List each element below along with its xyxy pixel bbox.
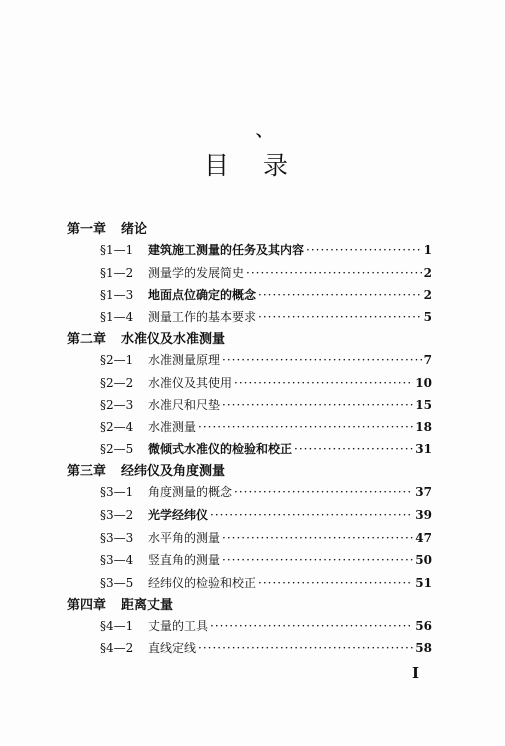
page-number: 7 (423, 353, 432, 367)
dot-leader (258, 576, 413, 590)
dot-leader (294, 442, 413, 456)
section-number: §3—4 (100, 553, 134, 567)
section-number: §2—1 (100, 353, 134, 367)
toc-entry (100, 551, 432, 568)
page-number: 51 (415, 576, 432, 590)
section-title: 地面点位确定的概念 (148, 288, 257, 302)
dot-leader (210, 508, 413, 522)
chapter-number: 第四章 (67, 598, 107, 613)
page-number: 47 (415, 531, 432, 545)
dot-leader (210, 619, 413, 633)
toc-entry (100, 529, 432, 546)
section-title: 水平角的测量 (148, 531, 221, 545)
chapter-number: 第二章 (67, 332, 107, 347)
header-mark: 、 (256, 121, 273, 140)
section-title: 光学经纬仪 (148, 508, 209, 522)
toc-entry (100, 506, 432, 523)
section-number: §3—5 (100, 576, 134, 590)
page-number: 5 (423, 310, 432, 324)
toc-entry (100, 351, 432, 368)
section-number: §2—3 (100, 398, 134, 412)
chapter-number: 第三章 (67, 464, 107, 479)
chapter-heading (67, 328, 225, 347)
dot-leader (234, 376, 413, 390)
section-title: 角度测量的概念 (148, 485, 233, 499)
section-title: 水准测量 (148, 420, 197, 434)
section-title: 测量工作的基本要求 (148, 310, 257, 324)
chapter-title: 绪论 (121, 222, 148, 237)
section-number: §3—3 (100, 531, 134, 545)
section-number: §4—1 (100, 619, 134, 633)
section-title: 丈量的工具 (148, 619, 209, 633)
chapter-title: 经纬仪及角度测量 (121, 464, 226, 479)
chapter-heading (67, 594, 173, 613)
page-folio: I (412, 664, 420, 682)
section-title: 水准测量原理 (148, 353, 221, 367)
chapter-heading (67, 460, 225, 479)
section-title: 直线定线 (148, 641, 197, 655)
toc-entry (100, 440, 432, 457)
dot-leader (306, 243, 422, 257)
page-number: 10 (415, 376, 432, 390)
page-title: 目录 (204, 151, 323, 180)
page-number: 56 (415, 619, 432, 633)
section-title: 水准尺和尺垫 (148, 398, 221, 412)
dot-leader (222, 398, 413, 412)
page-number: 50 (415, 553, 432, 567)
dot-leader (258, 288, 422, 302)
section-title: 建筑施工测量的任务及其内容 (148, 243, 305, 257)
toc-entry (100, 374, 432, 391)
dot-leader (258, 310, 422, 324)
toc-entry (100, 396, 432, 413)
chapter-title: 距离丈量 (121, 598, 174, 613)
section-number: §2—5 (100, 442, 134, 456)
dot-leader (222, 553, 413, 567)
toc-entry (100, 574, 432, 591)
page-number: 39 (415, 508, 432, 522)
section-number: §2—2 (100, 376, 134, 390)
section-title: 竖直角的测量 (148, 553, 221, 567)
dot-leader (246, 266, 422, 280)
chapter-heading (67, 218, 147, 237)
section-title: 水准仪及其使用 (148, 376, 233, 390)
section-number: §1—3 (100, 288, 134, 302)
toc-entry (100, 286, 432, 303)
section-title: 微倾式水准仪的检验和校正 (148, 442, 293, 456)
section-number: §3—1 (100, 485, 134, 499)
section-number: §3—2 (100, 508, 134, 522)
section-title: 经纬仪的检验和校正 (148, 576, 257, 590)
page-number: 31 (415, 442, 432, 456)
toc-entry (100, 617, 432, 634)
page-number: 15 (415, 398, 432, 412)
toc-entry (100, 483, 432, 500)
dot-leader (198, 641, 413, 655)
chapter-title: 水准仪及水准测量 (121, 332, 226, 347)
dot-leader (198, 420, 413, 434)
dot-leader (234, 485, 413, 499)
dot-leader (222, 353, 422, 367)
dot-leader (222, 531, 413, 545)
page-number: 1 (423, 243, 432, 257)
page-number: 2 (423, 266, 432, 280)
toc-entry (100, 241, 432, 258)
toc-entry (100, 264, 432, 281)
section-number: §1—1 (100, 243, 134, 257)
toc-entry (100, 308, 432, 325)
section-number: §4—2 (100, 641, 134, 655)
section-title: 测量学的发展简史 (148, 266, 245, 280)
page-number: 2 (423, 288, 432, 302)
section-number: §2—4 (100, 420, 134, 434)
page-number: 58 (415, 641, 432, 655)
section-number: §1—2 (100, 266, 134, 280)
section-number: §1—4 (100, 310, 134, 324)
chapter-number: 第一章 (67, 222, 107, 237)
page-number: 37 (415, 485, 432, 499)
page-number: 18 (415, 420, 432, 434)
toc-entry (100, 418, 432, 435)
toc-entry (100, 639, 432, 656)
